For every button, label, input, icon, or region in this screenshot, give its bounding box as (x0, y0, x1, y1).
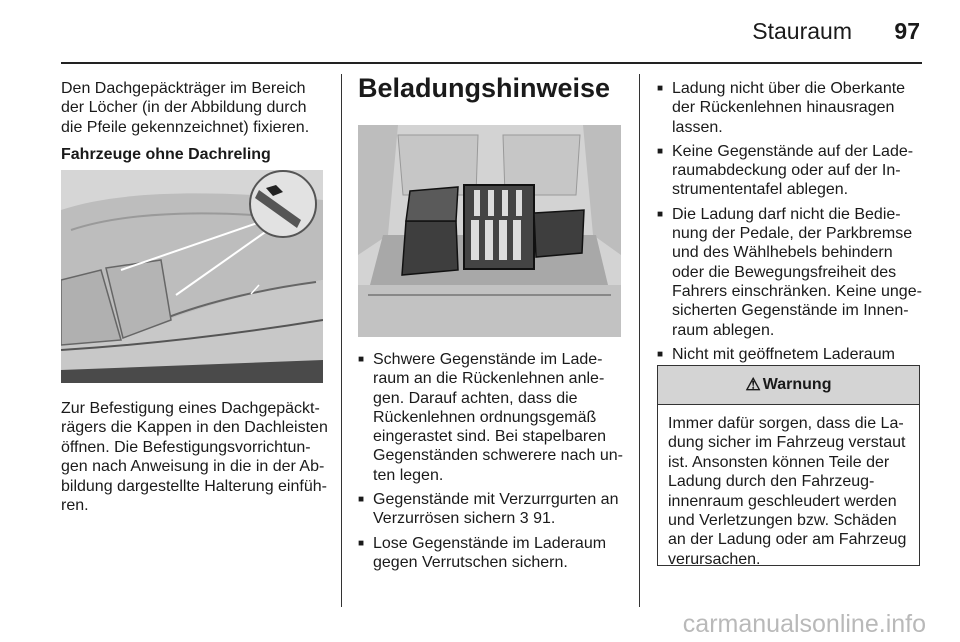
mounting-paragraph: Zur Befestigung eines Dachgepäckträgers die Kappen in den Dachleisten öffnen. Die Befestigungsvorrichtungen nach Anweisung in die in der Abbildung dargestellte Halterung einführen. (61, 400, 328, 515)
cargo-illustration (358, 125, 621, 337)
list-item: ■ Lose Gegenstände im Laderaum gegen Verrutschen sichern. (358, 534, 624, 573)
page-title: Stauraum (752, 18, 852, 44)
loading-bullet-list (358, 350, 624, 577)
list-item: ■ Ladung nicht über die Oberkante der Rückenlehnen hinausragen lassen. (657, 79, 922, 137)
list-item: ■ Gegenstände mit Verzurrgurten an Verzurrösen sichern 3 91. (358, 490, 624, 529)
section-subheading: Fahrzeuge ohne Dachreling (61, 146, 271, 163)
list-item: ■ Die Ladung darf nicht die Bedienung der Pedale, der Parkbremse und des Wählhebels behindern oder die Bewegungsfreiheit des Fahrers einschränken. Keine ungesicherten Gegenstände im Innenraum ablegen. (657, 205, 922, 340)
warning-title: Warnung (762, 376, 832, 393)
list-item: ■ Keine Gegenstände auf der Laderaumabdeckung oder auf der Instrumententafel ablegen. (657, 142, 922, 200)
section-heading: Beladungshinweise (358, 73, 611, 103)
watermark: carmanualsonline.info (682, 610, 926, 638)
warning-header (658, 366, 919, 405)
warning-text: Immer dafür sorgen, dass die Ladung sicher im Fahrzeug verstaut ist. Ansonsten können Teile der Ladung durch den Fahrzeuginnenraum geschleudert werden und Verletzungen bzw. Schäden an der Ladung oder am Fahrzeug verursachen. (668, 415, 907, 568)
column-divider-2 (639, 74, 640, 607)
warning-triangle-icon: ⚠ (745, 375, 761, 394)
list-item: ■ Nicht mit geöffnetem Laderaum (657, 345, 922, 384)
column-divider-1 (341, 74, 342, 607)
roof-rack-paragraph: Den Dachgepäckträger im Bereich der Löcher (in der Abbildung durch die Pfeile gekennzeichnet) fixieren. (61, 80, 310, 136)
roof-illustration (61, 170, 323, 383)
header-rule (61, 62, 922, 64)
page-header (0, 0, 960, 64)
list-item: ■ Schwere Gegenstände im Laderaum an die Rückenlehnen anlegen. Darauf achten, dass die Rückenlehnen ordnungsgemäß eingerastet sind. Bei stapelbaren Gegenständen schwerere nach unten legen. (358, 350, 624, 485)
loading-bullet-list-continued (657, 79, 922, 388)
page-number: 97 (894, 18, 920, 44)
warning-box (657, 365, 920, 566)
